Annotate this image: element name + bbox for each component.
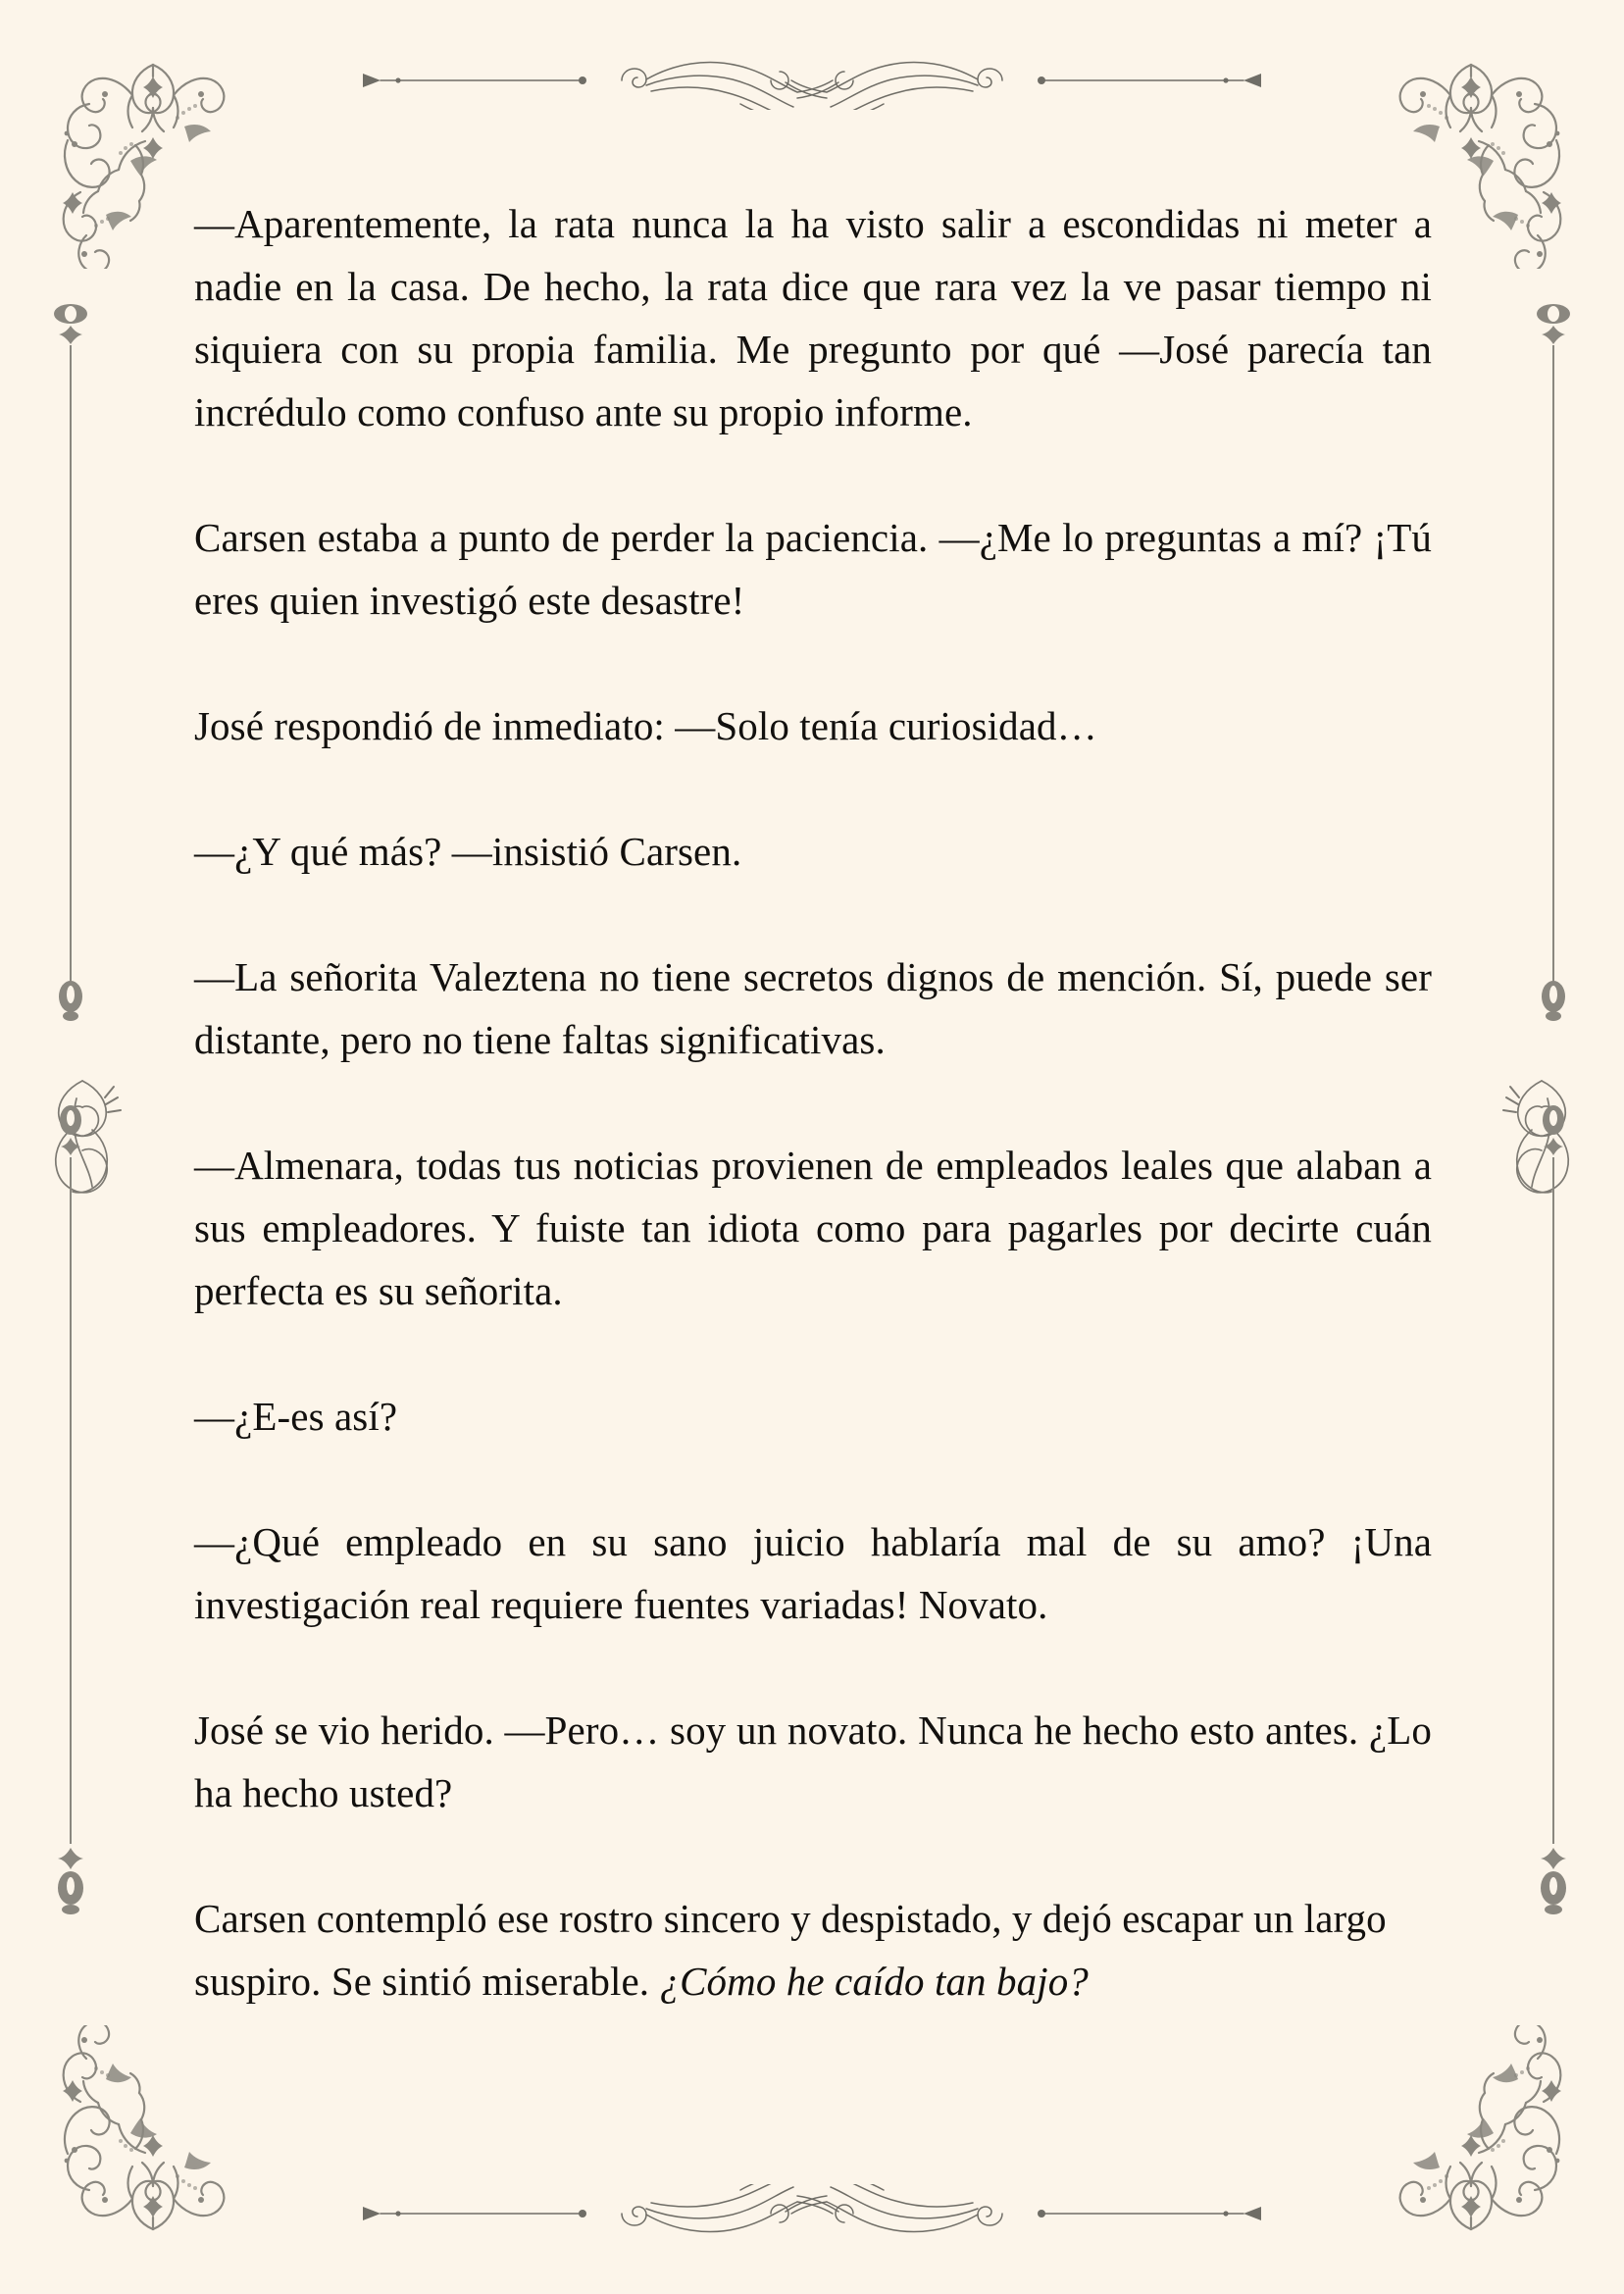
side-rule-left-upper bbox=[51, 294, 90, 1045]
paragraph: José respondió de inmediato: —Solo tenía curiosidad… bbox=[194, 703, 1097, 748]
paragraph: —Aparentemente, la rata nunca la ha visto salir a escondidas ni meter a nadie en la casa. De hecho, la rata dice que rara vez la ve pasar tiempo ni siquiera con su propia familia. Me pregunto por qué —José parecía tan incrédulo como confuso ante su propio informe. bbox=[194, 201, 1432, 434]
body-text-column bbox=[194, 192, 1432, 2013]
side-rule-right-lower bbox=[1534, 1098, 1573, 1986]
corner-ornament-bottom-left bbox=[37, 2020, 263, 2251]
emphasis-inner-thought: ¿Cómo he caído tan bajo? bbox=[659, 1959, 1089, 2004]
header-flourish-ornament bbox=[341, 51, 1283, 115]
side-rule-left-lower bbox=[51, 1098, 90, 1986]
footer-flourish-ornament bbox=[341, 2179, 1283, 2243]
side-knot-ornament-right bbox=[1498, 1069, 1587, 1231]
side-knot-ornament-left bbox=[37, 1069, 126, 1231]
paragraph: —¿Y qué más? —insistió Carsen. bbox=[194, 829, 742, 874]
paragraph: —¿Qué empleado en su sano juicio hablaría mal de su amo? ¡Una investigación real requiere fuentes variadas! Novato. bbox=[194, 1519, 1432, 1627]
paragraph: José se vio herido. —Pero… soy un novato. Nunca he hecho esto antes. ¿Lo ha hecho usted? bbox=[194, 1708, 1432, 1815]
side-rule-right-upper bbox=[1534, 294, 1573, 1045]
paragraph: —¿E-es así? bbox=[194, 1394, 398, 1439]
paragraph: —La señorita Valeztena no tiene secretos dignos de mención. Sí, puede ser distante, pero no tiene faltas significativas. bbox=[194, 954, 1432, 1062]
corner-ornament-bottom-right bbox=[1361, 2020, 1587, 2251]
paragraph: Carsen estaba a punto de perder la paciencia. —¿Me lo preguntas a mí? ¡Tú eres quien investigó este desastre! bbox=[194, 515, 1432, 623]
paragraph-with-emphasis bbox=[194, 1887, 1432, 2013]
paragraph-text: Carsen contempló ese rostro sincero y despistado, y dejó escapar un largo suspiro. Se sintió miserable. bbox=[194, 1896, 1387, 2004]
paragraph: —Almenara, todas tus noticias provienen de empleados leales que alaban a sus empleadores. Y fuiste tan idiota como para pagarles por decirte cuán perfecta es su señorita. bbox=[194, 1143, 1432, 1313]
